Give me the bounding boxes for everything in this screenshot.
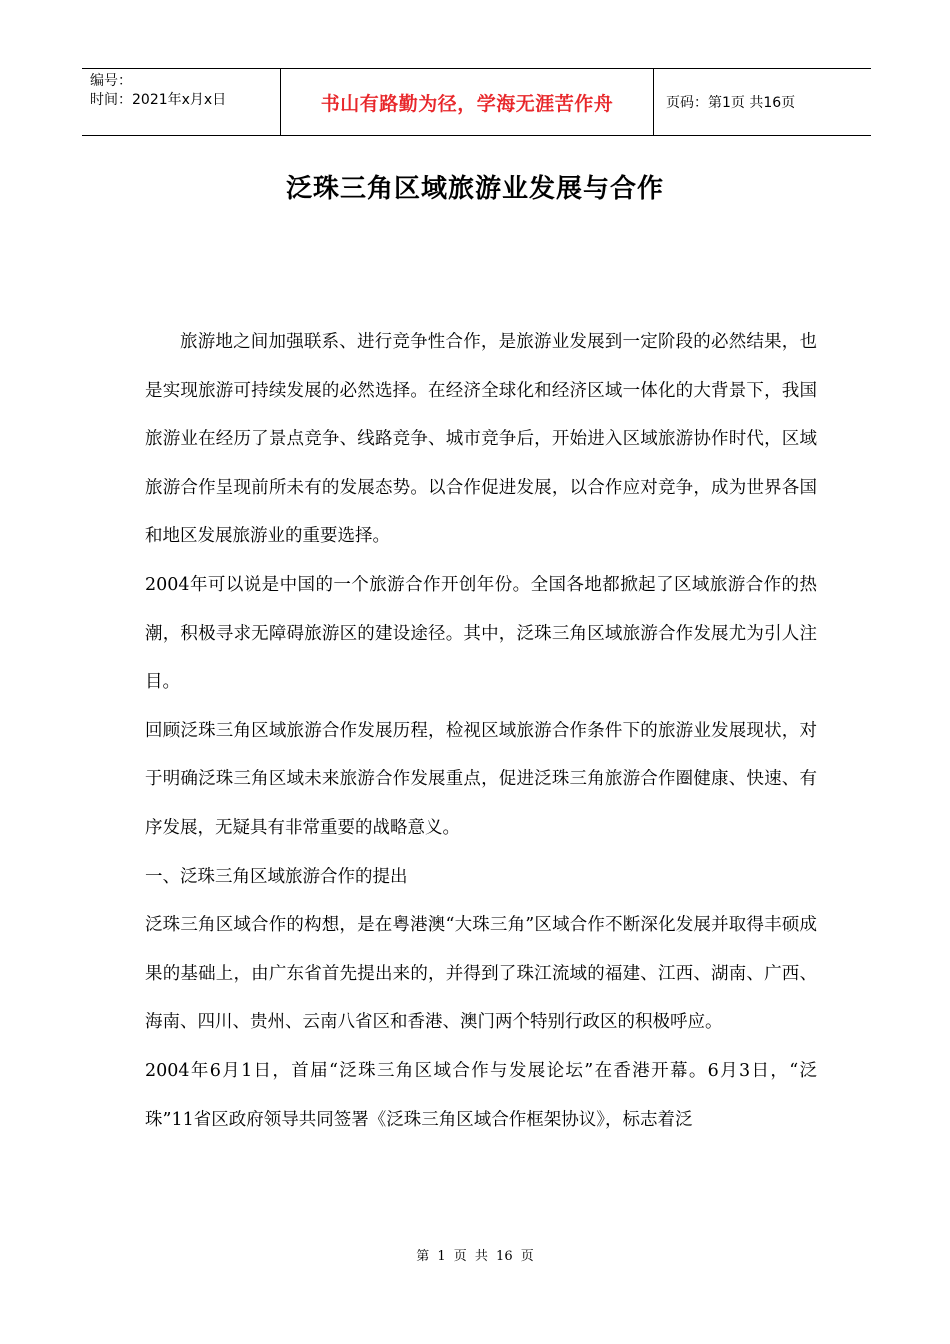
header-page-cell — [654, 69, 871, 135]
header-motto: 书山有路勤为径，学海无涯苦作舟 — [320, 92, 614, 115]
page-footer: 第 1 页 共 16 页 — [416, 1249, 534, 1264]
header-motto-cell — [281, 69, 654, 135]
document-date-label: 时间：2021年x月x日 — [90, 92, 227, 108]
header-meta-cell — [82, 69, 281, 135]
body-paragraph: 2004年6月1日，首届“泛珠三角区域合作与发展论坛”在香港开幕。6月3日，“泛珠”11省区政府领导共同签署《泛珠三角区域合作框架协议》，标志着泛 — [145, 1060, 817, 1130]
body-paragraph: 泛珠三角区域合作的构想，是在粤港澳“大珠三角”区域合作不断深化发展并取得丰硕成果的基础上，由广东省首先提出来的，并得到了珠江流域的福建、江西、湖南、广西、海南、四川、贵州、云南八省区和香港、澳门两个特别行政区的积极呼应。 — [145, 915, 817, 1033]
body-paragraph: 2004年可以说是中国的一个旅游合作开创年份。全国各地都掀起了区域旅游合作的热潮，积极寻求无障碍旅游区的建设途径。其中，泛珠三角区域旅游合作发展尤为引人注目。 — [145, 574, 817, 693]
document-body — [145, 318, 817, 1144]
header-page-info: 页码：第1页 共16页 — [666, 95, 796, 111]
body-paragraph: 旅游地之间加强联系、进行竞争性合作，是旅游业发展到一定阶段的必然结果，也是实现旅游可持续发展的必然选择。在经济全球化和经济区域一体化的大背景下，我国旅游业在经历了景点竞争、线路竞争、城市竞争后，开始进入区域旅游协作时代，区域旅游合作呈现前所未有的发展态势。以合作促进发展，以合作应对竞争，成为世界各国和地区发展旅游业的重要选择。 — [145, 332, 817, 547]
document-title: 泛珠三角区域旅游业发展与合作 — [285, 174, 664, 204]
document-number-label: 编号： — [90, 73, 132, 89]
header-table — [82, 68, 871, 136]
section-heading: 一、泛珠三角区域旅游合作的提出 — [145, 866, 408, 887]
body-paragraph: 回顾泛珠三角区域旅游合作发展历程，检视区域旅游合作条件下的旅游业发展现状，对于明确泛珠三角区域未来旅游合作发展重点，促进泛珠三角旅游合作圈健康、快速、有序发展，无疑具有非常重要的战略意义。 — [145, 720, 817, 838]
